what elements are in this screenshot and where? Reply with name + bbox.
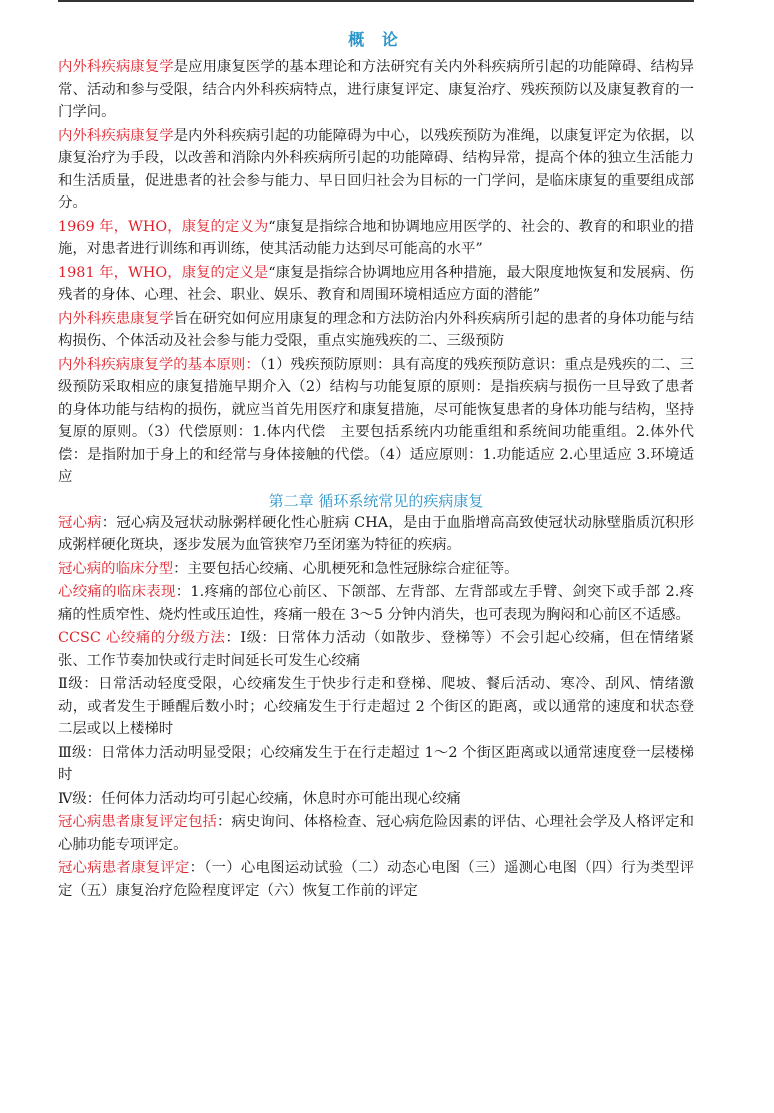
paragraph-text: ：（一）心电图运动试验（二）动态心电图（三）遥测心电图（四）行为类型评定（五）康复治疗危险程度评定（六）恢复工作前的评定 [58,860,694,899]
paragraph-text: Ⅳ级：任何体力活动均可引起心绞痛，休息时亦可能出现心绞痛 [58,790,461,807]
paragraph-text: Ⅲ级：日常体力活动明显受限；心绞痛发生于在行走超过 1～2 个街区距离或以通常速度登一层楼梯时 [58,744,694,783]
paragraph-text: ：Ⅰ级：日常体力活动（如散步、登梯等）不会引起心绞痛，但在情绪紧张、工作节奏加快或行走时间延长可发生心绞痛 [58,630,694,669]
paragraph-text: 是应用康复医学的基本理论和方法研究有关内外科疾病所引起的功能障碍、结构异常、活动和参与受限，结合内外科疾病特点，进行康复评定、康复治疗、残疾预防以及康复教育的一门学问。 [58,59,694,120]
term-highlight: 冠心病的临床分型 [58,560,174,577]
paragraph-12 [58,742,694,787]
paragraph-10 [58,627,694,672]
paragraph-2 [58,125,694,215]
term-highlight: 内外科疾病康复学 [58,59,174,75]
term-highlight: 冠心病患者康复评定 [58,860,190,876]
paragraph-text: ：病史询问、体格检查、冠心病危险因素的评估、心理社会学及人格评定和心肺功能专项评定。 [58,814,694,853]
paragraph-1 [58,56,694,124]
term-highlight: 1969 年，WHO，康复的定义为 [58,218,269,235]
paragraph-3 [58,216,694,261]
paragraph-text: ：1.疼痛的部位心前区、下颌部、左背部、左背部或左手臂、剑突下或手部 2.疼痛的性质窄性、烧灼性或压迫性，疼痛一般在 3～5 分钟内消失，也可表现为胸闷和心前区不适感。 [58,584,694,623]
paragraph-text: ：主要包括心绞痛、心肌梗死和急性冠脉综合症征等。 [173,560,519,577]
paragraph-4 [58,262,694,307]
term-highlight: 内外科疾病康复学 [58,127,174,144]
paragraph-text: “康复是指综合地和协调地应用医学的、社会的、教育的和职业的措施，对患者进行训练和再训练，使其活动能力达到尽可能高的水平” [58,218,695,257]
term-highlight: 冠心病 [58,514,102,531]
paragraph-text: “康复是指综合协调地应用各种措施，最大限度地恢复和发展病、伤残者的身体、心理、社会、职业、娱乐、教育和周围环境相适应方面的潜能” [58,264,695,303]
term-highlight: 冠心病患者康复评定包括 [58,814,218,830]
paragraph-text: 是内外科疾病引起的功能障碍为中心，以残疾预防为准绳，以康复评定为依据，以康复治疗为手段，以改善和消除内外科疾病所引起的功能障碍、结构异常，提高个体的独立生活能力和生活质量，促进患者的社会参与能力、早日回归社会为目标的一门学问，是临床康复的重要组成部分。 [58,127,694,211]
paragraph-9 [58,581,694,626]
top-rule [58,0,694,2]
paragraph-5 [58,308,694,353]
term-highlight: 心绞痛的临床表现 [58,584,176,600]
paragraph-6 [58,354,694,489]
term-highlight: 内外科疾病康复学的基本原则： [58,356,260,373]
term-highlight: 1981 年，WHO，康复的定义是 [58,264,269,281]
paragraph-text: ：冠心病及冠状动脉粥样硬化性心脏病 CHA，是由于血脂增高高致使冠状动脉壁脂质沉积形成粥样硬化斑块，逐步发展为血管狭窄乃至闭塞为特征的疾病。 [58,514,694,553]
term-highlight: CCSC 心绞痛的分级方法 [58,630,226,646]
document-page [58,26,694,903]
paragraph-7 [58,512,694,557]
paragraph-11 [58,673,694,741]
term-highlight: 内外科疾患康复学 [58,310,174,327]
paragraph-text: Ⅱ级：日常活动轻度受限，心绞痛发生于快步行走和登梯、爬坡、餐后活动、寒冷、刮风、情绪激动，或者发生于睡醒后数小时；心绞痛发生于行走超过 2 个街区的距离，或以通常的速度和状态登二层或以上楼梯时 [58,676,694,737]
paragraph-text: （1）残疾预防原则：具有高度的残疾预防意识：重点是残疾的二、三级预防采取相应的康复措施早期介入（2）结构与功能复原的原则：是指疾病与损伤一旦导致了患者的身体功能与结构的损伤，就应当首先用医疗和康复措施，尽可能恢复患者的身体功能与结构，坚持复原的原则。（3）代偿原则：1.体内代偿 主要包括系统内功能重组和系统间功能重组。2.体外代偿：是指附加于身上的和经常与身体接触的代偿。（4）适应原则：1.功能适应 2.心里适应 3.环境适应 [58,356,694,485]
chapter-title: 第二章 循环系统常见的疾病康复 [268,491,484,510]
paragraph-15 [58,857,694,902]
paragraph-8 [58,558,694,581]
paragraph-13 [58,788,694,811]
section-title: 概 论 [348,30,404,49]
paragraph-14 [58,811,694,856]
paragraph-text: 旨在研究如何应用康复的理念和方法防治内外科疾病所引起的患者的身体功能与结构损伤、个体活动及社会参与能力受限，重点实施残疾的二、三级预防 [58,310,694,349]
